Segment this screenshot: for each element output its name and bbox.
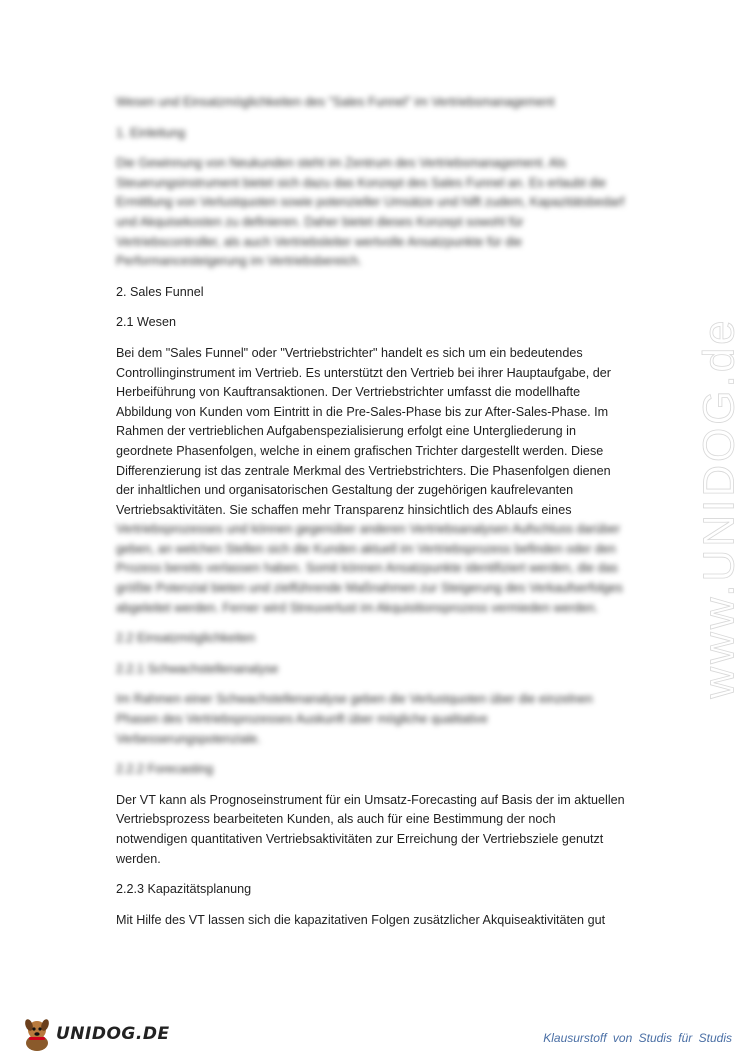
text-line: notwendigen quantitativen Vertriebsaktivitäten zur Erreichung der Vertriebsziele genutzt — [116, 832, 604, 846]
text-line: Der VT kann als Prognoseinstrument für ein Umsatz-Forecasting auf Basis der im aktuellen — [116, 792, 625, 807]
text-line: Vertriebscontroller, als auch Vertriebsleiter wertvolle Ansatzpunkte für die — [116, 234, 523, 249]
section-2-2-1-paragraph — [116, 690, 634, 749]
text-line: Vertriebsprozess bearbeiteten Kunden, als auch für eine Bestimmung der noch — [116, 812, 556, 827]
section-2-1-paragraph — [116, 344, 634, 618]
section-2-2-3-heading: 2.2.3 Kapazitätsplanung — [116, 882, 252, 897]
logo-text: UNIDOG.DE — [56, 1024, 170, 1044]
footer-tagline: Klausurstoff von Studis für Studis — [543, 1031, 732, 1045]
unidog-logo — [20, 1013, 180, 1055]
blurred-continuation — [116, 520, 634, 618]
text-line: der inhaltlichen und organisatorischen Gestaltung der zugehörigen kaufrelevanten — [116, 483, 574, 498]
text-line: Ermittlung von Verlustquoten sowie potenzieller Umsätze und hilft zudem, Kapazitätsbedarf — [116, 195, 625, 210]
section-2-2-2-heading: 2.2.2 Forecasting — [116, 762, 214, 777]
section-1-paragraph — [116, 154, 634, 272]
text-line: und Akquisekosten zu definieren. Daher bietet dieses Konzept sowohl für — [116, 214, 524, 229]
text-line: werden. — [116, 851, 161, 866]
text-line: Mit Hilfe des VT lassen sich die kapazitativen Folgen zusätzlicher Akquiseaktivitäten gut — [116, 912, 606, 927]
text-line: Rahmen der vertrieblichen Aufgabenspezialisierung erfolgt eine Untergliederung in — [116, 424, 576, 439]
text-line: Verbesserungspotenziale. — [116, 731, 261, 746]
section-2-2-heading: 2.2 Einsatzmöglichkeiten — [116, 631, 256, 646]
text-line: Differenzierung ist das zentrale Merkmal des Vertriebstrichters. Die Phasenfolgen dienen — [116, 463, 611, 478]
text-line: geben, an welchen Stellen sich die Kunden aktuell im Vertriebsprozess befinden oder den — [116, 541, 616, 556]
section-2-1-heading: 2.1 Wesen — [116, 315, 176, 330]
section-1-heading: 1. Einleitung — [116, 125, 186, 140]
watermark-text: www.UNIDOG.de — [695, 317, 745, 699]
section-2-heading: 2. Sales Funnel — [116, 284, 204, 299]
text-line: abgeleitet werden. Ferner wird Streuverlust im Akquisitionsprozess vermieden werden. — [116, 600, 599, 615]
text-line: Prozess bereits verlassen haben. Somit können Ansatzpunkte identifiziert werden, die das — [116, 561, 618, 576]
text-line: Im Rahmen einer Schwachstellenanalyse geben die Verlustquoten über die einzelnen — [116, 692, 593, 707]
section-2-2-3-paragraph — [116, 911, 634, 931]
text-line: Vertriebsaktivitäten. Sie schaffen mehr Transparenz hinsichtlich des Ablaufs eines — [116, 502, 572, 517]
dog-mascot-icon — [20, 1015, 54, 1053]
text-line: Vertriebsprozesses und können gegenüber anderen Vertriebsanalysen Aufschluss darüber — [116, 522, 621, 537]
text-line: Die Gewinnung von Neukunden steht im Zentrum des Vertriebsmanagement. Als — [116, 156, 567, 171]
text-line: Phasen des Vertriebsprozesses Auskunft über mögliche qualitative — [116, 712, 488, 727]
watermark — [690, 283, 750, 733]
section-2-2-2-paragraph — [116, 791, 634, 869]
section-2-2-1-heading: 2.2.1 Schwachstellenanalyse — [116, 661, 279, 676]
document-body — [116, 93, 634, 930]
text-line: Steuerungsinstrument bietet sich dazu das Konzept des Sales Funnel an. Es erlaubt die — [116, 175, 607, 190]
text-line: Performancesteigerung im Vertriebsbereich. — [116, 254, 362, 269]
document-title: Wesen und Einsatzmöglichkeiten des "Sales Funnel" im Vertriebsmanagement — [116, 95, 555, 109]
text-line: geordnete Phasenfolgen, welche in einem grafischen Trichter dargestellt werden. Diese — [116, 443, 604, 458]
text-line: Abbildung von Kunden vom Eintritt in die Pre-Sales-Phase bis zur After-Sales-Phase. Im — [116, 404, 609, 419]
text-line: größte Potenzial bieten und zielführende Maßnahmen zur Steigerung des Verkaufserfolges — [116, 581, 623, 596]
text-line: Herbeiführung von Kauftransaktionen. Der Vertriebstrichter umfasst die modellhafte — [116, 385, 581, 400]
text-line: Bei dem "Sales Funnel" oder "Vertriebstrichter" handelt es sich um ein bedeutendes — [116, 345, 583, 360]
text-line: Controllinginstrument im Vertrieb. Es unterstützt den Vertrieb bei ihrer Hauptaufgabe, der — [116, 365, 611, 380]
